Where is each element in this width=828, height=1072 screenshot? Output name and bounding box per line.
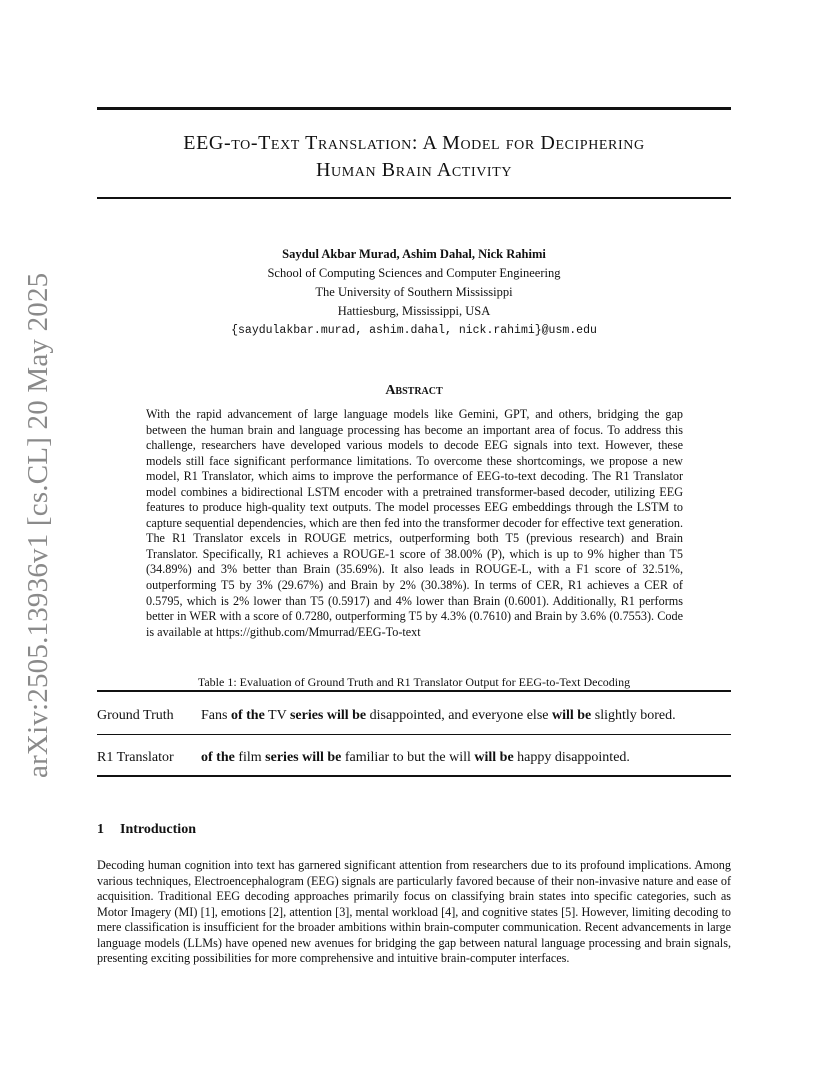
abstract-text: With the rapid advancement of large language models like Gemini, GPT, and others, bridging the gap between the human brain and language processing has become an important area of focus. To address this challenge, researchers have developed various models to decode EEG signals into text. However, these models still face significant performance limitations. To overcome these shortcomings, we propose a new model, R1 Translator, which aims to improve the performance of EEG-to-text decoding. The R1 Translator model combines a bidirectional LSTM encoder with a pretrained transformer-based decoder, utilizing EEG features to produce high-quality text outputs. The model processes EEG embeddings through the LSTM to capture sequential dependencies, which are then fed into the transformer decoder for effective text generation. The R1 Translator excels in ROUGE metrics, outperforming both T5 (previous research) and Brain Translator. Specifically, R1 achieves a ROUGE-1 score of 38.00% (P), which is up to 9% higher than T5 (34.89%) and 3% better than Brain (35.69%). It also leads in ROUGE-L, with a F1 score of 32.51%, outperforming T5 by 3% (29.67%) and Brain by 2% (30.38%). In terms of CER, R1 achieves a CER of 0.5795, which is 2% lower than T5 (0.5917) and 4% lower than Brain (0.6001). Additionally, R1 performs better in WER with a score of 0.7280, outperforming T5 by 4.3% (0.7610) and Brain by 3.6% (0.7553). Code is available at https://github.com/Mmurrad/EEG-To-text [146, 407, 683, 639]
sentence-segment: disappointed, and everyone else [366, 708, 552, 723]
section-number: 1 [97, 822, 104, 837]
table-top-rule [97, 690, 731, 692]
title-top-rule [97, 107, 731, 110]
paper-title-line-2: Human Brain Activity [315, 159, 513, 181]
section-title: Introduction [120, 822, 196, 837]
sentence-segment: of the [201, 750, 235, 765]
author-school: School of Computing Sciences and Computer Engineering [267, 266, 561, 280]
sentence-segment: series will be [289, 708, 367, 723]
row-label: Ground Truth [97, 708, 174, 723]
abstract-heading: Abstract [385, 383, 443, 398]
sentence-segment: will be [551, 708, 592, 723]
sentence-segment: of the [230, 708, 265, 723]
sentence-segment: slightly bored. [591, 708, 676, 723]
arxiv-sidebar-stamp: arXiv:2505.13936v1 [cs.CL] 20 May 2025 [22, 272, 54, 778]
author-location: Hattiesburg, Mississippi, USA [337, 304, 491, 318]
introduction-paragraph: Decoding human cognition into text has garnered significant attention from researchers due to its profound implications. Among various techniques, Electroencephalogram (EEG) signals are particularly favored because of their non-invasive nature and ease of acquisition. Traditional EEG decoding approaches primarily focus on classifying brain states into specific categories, such as Motor Imagery (MI) [1], emotions [2], attention [3], mental workload [4], and cognitive states [5]. However, limiting decoding to mere classification is insufficient for the broader ambitions within brain-computer communication. Recent advancements in large language models (LLMs) have opened new avenues for bridging the gap between natural language processing and brain signals, presenting exciting possibilities for more comprehensive and intuitive brain-computer interfaces. [97, 858, 731, 966]
author-emails: {saydulakbar.murad, ashim.dahal, nick.rahimi}@usm.edu [231, 324, 597, 337]
row-label: R1 Translator [97, 750, 174, 765]
author-names: Saydul Akbar Murad, Ashim Dahal, Nick Rahimi [282, 247, 546, 261]
sentence-segment: familiar to but the will [341, 750, 475, 765]
table-row-ground-truth [97, 708, 731, 724]
sentence-segment: Fans [201, 708, 231, 723]
section-heading [97, 822, 196, 838]
row-text-ground-truth [201, 708, 676, 723]
sentence-segment: series will be [265, 750, 342, 765]
sentence-segment: TV [264, 708, 290, 723]
title-bottom-rule [97, 197, 731, 199]
row-text-r1-translator [201, 750, 630, 765]
sentence-segment: film [234, 750, 266, 765]
table-mid-rule [97, 734, 731, 735]
sentence-segment: will be [474, 750, 514, 765]
table-caption: Table 1: Evaluation of Ground Truth and R1 Translator Output for EEG-to-Text Decoding [197, 675, 631, 689]
author-university: The University of Southern Mississippi [315, 285, 513, 299]
table-row-r1-translator [97, 750, 731, 766]
table-bottom-rule [97, 775, 731, 777]
paper-title-line-1: EEG-to-Text Translation: A Model for Deciphering [183, 132, 645, 154]
sentence-segment: happy disappointed. [513, 750, 630, 765]
